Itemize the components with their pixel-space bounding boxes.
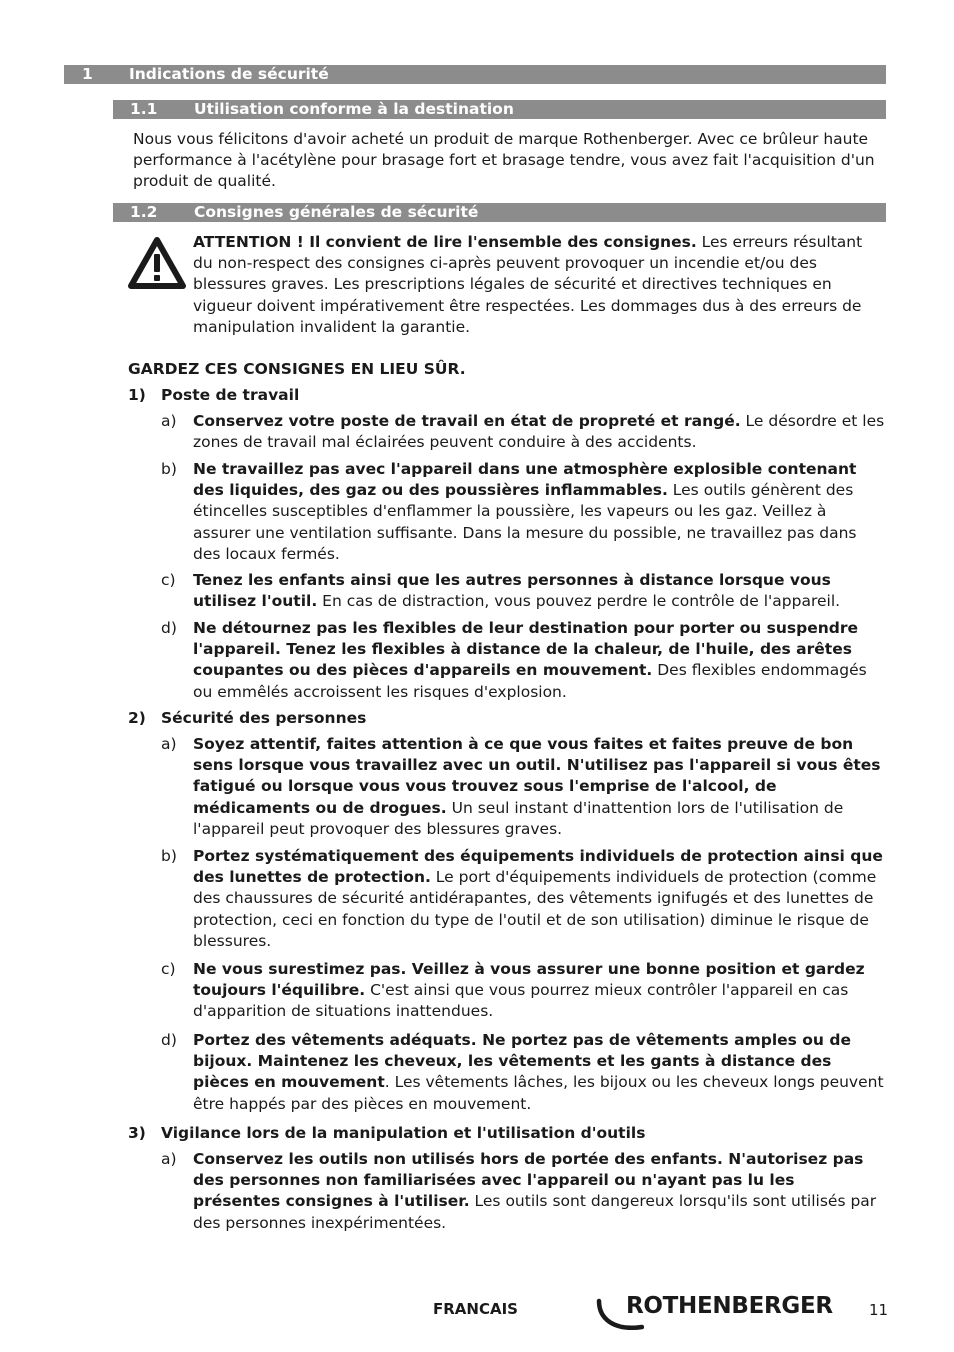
list-item <box>193 570 885 612</box>
section-1-1-header <box>113 100 886 119</box>
list-item <box>193 459 885 565</box>
item-text: Le désordre et les zones de travail mal éclairées peuvent conduire à des accidents. <box>193 412 885 452</box>
item-bold: Conservez votre poste de travail en état de propreté et rangé. <box>193 412 741 430</box>
section-1-number: 1) <box>128 386 146 404</box>
list-item <box>193 411 885 453</box>
item-bold: Portez systématiquement des équipements individuels de protection ainsi que des lunettes de protection. <box>193 847 883 887</box>
section-1-1-number: 1.1 <box>130 100 158 118</box>
chapter-number: 1 <box>82 65 93 83</box>
item-bold: Conservez les outils non utilisés hors de portée des enfants. N'autorisez pas des personnes non familiarisées avec l'appareil ou n'ayant pas lu les présentes consignes à l'utiliser. <box>193 1150 864 1211</box>
item-bold: Ne vous surestimez pas. Veillez à vous assurer une bonne position et gardez toujours l'équilibre. <box>193 960 865 1000</box>
chapter-title: Indications de sécurité <box>129 65 329 83</box>
item-text: . Les vêtements lâches, les bijoux ou les cheveux longs peuvent être happés par des pièces en mouvement. <box>193 1073 884 1113</box>
item-text: Les outils sont dangereux lorsqu'ils sont utilisés par des personnes inexpérimentées. <box>193 1192 877 1232</box>
item-label: a) <box>161 735 177 753</box>
section-3-number: 3) <box>128 1124 146 1142</box>
item-label: a) <box>161 1150 177 1168</box>
warning-bold: ATTENTION ! Il convient de lire l'ensemble des consignes. <box>193 233 697 251</box>
item-bold: Tenez les enfants ainsi que les autres personnes à distance lorsque vous utilisez l'outil. <box>193 571 831 611</box>
warning-text: Les erreurs résultant du non-respect des consignes ci-après peuvent provoquer un incendie et/ou des blessures graves. Les prescriptions légales de sécurité et directives techniques en vigueur doivent impérativement être respectées. Les dommages dus à des erreurs de manipulation invalident la garantie. <box>193 233 863 336</box>
item-label: d) <box>161 619 177 637</box>
section-1-1-title: Utilisation conforme à la destination <box>194 100 514 118</box>
warning-triangle-icon <box>127 236 187 290</box>
section-1-title: Poste de travail <box>161 386 300 404</box>
list-item <box>193 1030 885 1115</box>
item-bold: Ne travaillez pas avec l'appareil dans une atmosphère explosible contenant des liquides, des gaz ou des poussières inflammables. <box>193 460 857 500</box>
list-item <box>193 734 885 840</box>
keep-safe-notice: GARDEZ CES CONSIGNES EN LIEU SÛR. <box>128 360 466 378</box>
section-2-number: 2) <box>128 709 146 727</box>
chapter-header <box>64 65 886 84</box>
section-2-title: Sécurité des personnes <box>161 709 367 727</box>
item-text: Le port d'équipements individuels de protection (comme des chaussures de sécurité antidérapantes, des vêtements ignifugés et des lunettes de protection, ceci en fonction du type de l'outil et de son utilisation) diminue le risque de blessures. <box>193 868 877 950</box>
item-text: C'est ainsi que vous pourrez mieux contrôler l'appareil en cas d'apparition de situations inattendues. <box>193 981 849 1021</box>
item-bold: Portez des vêtements adéquats. Ne portez pas de vêtements amples ou de bijoux. Maintenez les cheveux, les vêtements et les gants à distance des pièces en mouvement <box>193 1031 851 1092</box>
list-item <box>193 959 885 1023</box>
rothenberger-logo <box>596 1293 836 1333</box>
intro-paragraph: Nous vous félicitons d'avoir acheté un produit de marque Rothenberger. Avec ce brûleur haute performance à l'acétylène pour brasage fort et brasage tendre, vous avez fait l'acquisition d'un produit de qualité. <box>133 130 875 191</box>
item-text: Un seul instant d'inattention lors de l'utilisation de l'appareil peut provoquer des blessures graves. <box>193 798 844 838</box>
list-item <box>193 618 885 703</box>
item-text: En cas de distraction, vous pouvez perdre le contrôle de l'appareil. <box>317 592 841 611</box>
item-label: b) <box>161 847 177 865</box>
section-3-title: Vigilance lors de la manipulation et l'utilisation d'outils <box>161 1124 646 1142</box>
item-text: Les outils génèrent des étincelles susceptibles d'enflammer la poussière, les vapeurs ou les gaz. Veillez à assurer une ventilation suffisante. Dans la mesure du possible, ne travaillez pas dans des locaux fermés. <box>193 481 857 563</box>
section-1-2-title: Consignes générales de sécurité <box>194 203 479 221</box>
item-text: Des flexibles endommagés ou emmêlés accroissent les risques d'explosion. <box>193 661 867 701</box>
item-label: d) <box>161 1031 177 1049</box>
warning-paragraph <box>193 232 883 338</box>
item-label: a) <box>161 412 177 430</box>
page-number: 11 <box>869 1301 889 1319</box>
footer-brand: ROTHENBERGER <box>626 1293 833 1319</box>
section-1-2-header <box>113 203 886 222</box>
item-label: c) <box>161 960 176 978</box>
list-item <box>193 846 885 952</box>
section-1-2-number: 1.2 <box>130 203 158 221</box>
footer-language: FRANCAIS <box>433 1300 518 1318</box>
item-label: c) <box>161 571 176 589</box>
item-bold: Soyez attentif, faites attention à ce que vous faites et faites preuve de bon sens lorsque vous travaillez avec un outil. N'utilisez pas l'appareil si vous êtes fatigué ou lorsque vous vous trouvez sous l'emprise de l'alcool, de médicaments ou de drogues. <box>193 735 881 817</box>
item-label: b) <box>161 460 177 478</box>
item-bold: Ne détournez pas les flexibles de leur destination pour porter ou suspendre l'appareil. Tenez les flexibles à distance de la chaleur, de l'huile, des arêtes coupantes ou des pièces d'appareils en mouvement. <box>193 619 859 680</box>
list-item <box>193 1149 885 1234</box>
